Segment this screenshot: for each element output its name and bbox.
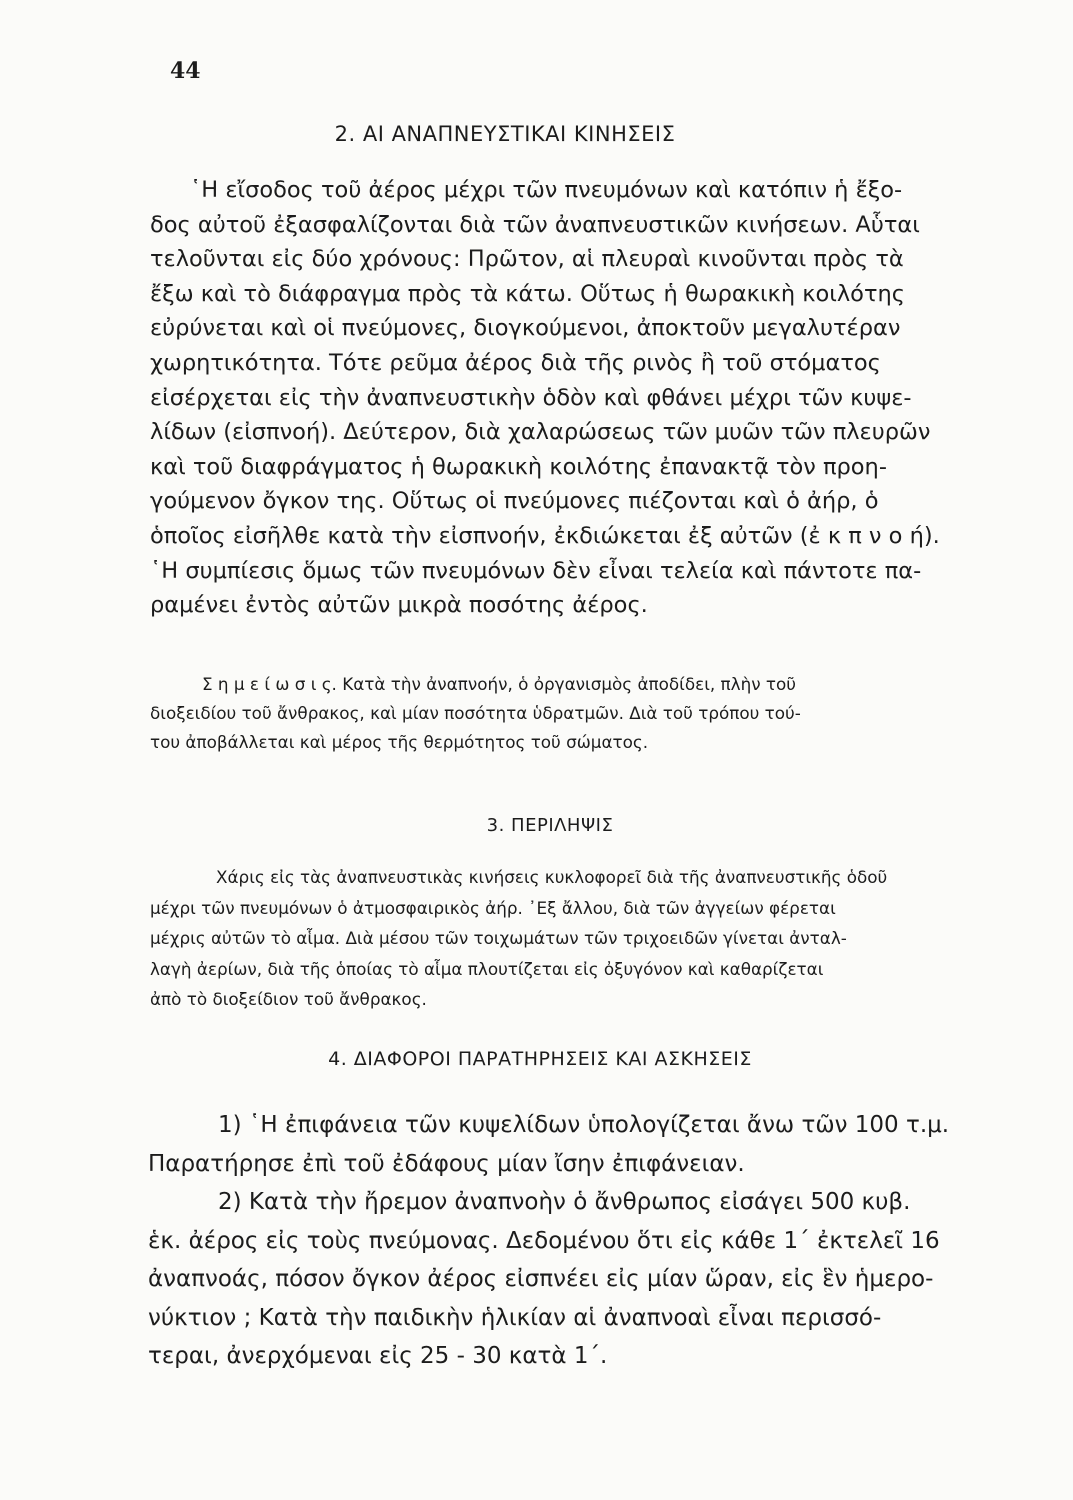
section-3-heading: 3. ΠΕΡΙΛΗΨΙΣ	[486, 815, 614, 836]
paragraph-line: ῾Η συμπίεσις ὅμως τῶν πνευμόνων δὲν εἶναι τελεία καὶ πάντοτε πα-	[150, 557, 922, 584]
exercise-line: νύκτιον ; Κατὰ τὴν παιδικὴν ἡλικίαν αἱ ἀναπνοαὶ εἶναι περισσό-	[148, 1304, 882, 1331]
summary-line: λαγὴ ἀερίων, διὰ τῆς ὁποίας τὸ αἷμα πλουτίζεται εἰς ὀξυγόνον καὶ καθαρίζεται	[150, 958, 824, 979]
exercise-line: τεραι, ἀνερχόμεναι εἰς 25 - 30 κατὰ 1΄.	[148, 1343, 608, 1369]
summary-line: μέχρι τῶν πνευμόνων ὁ ἀτμοσφαιρικὸς ἀήρ. ᾿Εξ ἄλλου, διὰ τῶν ἀγγείων φέρεται	[150, 897, 836, 918]
paragraph-line: δος αὐτοῦ ἐξασφαλίζονται διὰ τῶν ἀναπνευστικῶν κινήσεων. Αὗται	[150, 211, 920, 238]
paragraph-line: εὐρύνεται καὶ οἱ πνεύμονες, διογκούμενοι, ἀποκτοῦν μεγαλυτέραν	[150, 315, 901, 342]
paragraph-line: χωρητικότητα. Τότε ρεῦμα ἀέρος διὰ τῆς ρινὸς ἢ τοῦ στόματος	[150, 349, 881, 376]
paragraph-line: καὶ τοῦ διαφράγματος ἡ θωρακικὴ κοιλότης ἐπανακτᾷ τὸν προη-	[150, 453, 887, 480]
paragraph-line: γούμενον ὄγκον της. Οὕτως οἱ πνεύμονες πιέζονται καὶ ὁ ἀήρ, ὁ	[150, 488, 879, 515]
page-number: 44	[170, 58, 201, 84]
summary-line: μέχρις αὐτῶν τὸ αἷμα. Διὰ μέσου τῶν τοιχωμάτων τῶν τριχοειδῶν γίνεται ἀνταλ-	[150, 928, 847, 948]
exercise-line: Παρατήρησε ἐπὶ τοῦ ἐδάφους μίαν ἴσην ἐπιφάνειαν.	[148, 1150, 745, 1177]
paragraph-line: λίδων (εἰσπνοή). Δεύτερον, διὰ χαλαρώσεως τῶν μυῶν τῶν πλευρῶν	[150, 419, 931, 446]
exercise-line: 2) Κατὰ τὴν ἤρεμον ἀναπνοὴν ὁ ἄνθρωπος εἰσάγει 500 κυβ.	[218, 1189, 911, 1215]
note-line: διοξειδίου τοῦ ἄνθρακος, καὶ μίαν ποσότητα ὑδρατμῶν. Διὰ τοῦ τρόπου τού-	[150, 703, 801, 723]
section-2-heading: 2. ΑΙ ΑΝΑΠΝΕΥΣΤΙΚΑΙ ΚΙΝΗΣΕΙΣ	[334, 122, 676, 146]
exercise-line: ἀναπνοάς, πόσον ὄγκον ἀέρος εἰσπνέει εἰς μίαν ὥραν, εἰς ἓν ἡμερο-	[148, 1266, 934, 1292]
exercise-line: ἑκ. ἀέρος εἰς τοὺς πνεύμονας. Δεδομένου ὅτι εἰς κάθε 1΄ ἐκτελεῖ 16	[148, 1227, 940, 1254]
paragraph-line: εἰσέρχεται εἰς τὴν ἀναπνευστικὴν ὁδὸν καὶ φθάνει μέχρι τῶν κυψε-	[150, 384, 912, 411]
summary-line: Χάρις εἰς τὰς ἀναπνευστικὰς κινήσεις κυκλοφορεῖ διὰ τῆς ἀναπνευστικῆς ὁδοῦ	[216, 867, 888, 887]
summary-line: ἀπὸ τὸ διοξείδιον τοῦ ἄνθρακος.	[150, 989, 427, 1009]
note-line: Σ η μ ε ί ω σ ι ς. Κατὰ τὴν ἀναπνοήν, ὁ ὀργανισμὸς ἀποδίδει, πλὴν τοῦ	[202, 674, 797, 694]
exercise-line: 1) ῾Η ἐπιφάνεια τῶν κυψελίδων ὑπολογίζεται ἄνω τῶν 100 τ.μ.	[218, 1112, 950, 1138]
section-4-heading: 4. ΔΙΑΦΟΡΟΙ ΠΑΡΑΤΗΡΗΣΕΙΣ ΚΑΙ ΑΣΚΗΣΕΙΣ	[328, 1048, 752, 1070]
section-2-body	[150, 173, 1040, 623]
section-4-body	[148, 1106, 1038, 1376]
paragraph-line: ραμένει ἐντὸς αὐτῶν μικρὰ ποσότης ἀέρος.	[150, 592, 648, 619]
section-3-body	[150, 862, 1040, 1015]
paragraph-line: ἔξω καὶ τὸ διάφραγμα πρὸς τὰ κάτω. Οὕτως ἡ θωρακικὴ κοιλότης	[150, 280, 905, 307]
paragraph-line: τελοῦνται εἰς δύο χρόνους: Πρῶτον, αἱ πλευραὶ κινοῦνται πρὸς τὰ	[150, 246, 904, 273]
paragraph-line: ὁποῖος εἰσῆλθε κατὰ τὴν εἰσπνοήν, ἐκδιώκεται ἐξ αὐτῶν (ἐ κ π ν ο ή).	[150, 522, 940, 549]
note-line: του ἀποβάλλεται καὶ μέρος τῆς θερμότητος τοῦ σώματος.	[150, 732, 649, 752]
note-block	[150, 670, 1040, 757]
paragraph-line: ῾Η εἴσοδος τοῦ ἀέρος μέχρι τῶν πνευμόνων καὶ κατόπιν ἡ ἔξο-	[190, 177, 903, 203]
